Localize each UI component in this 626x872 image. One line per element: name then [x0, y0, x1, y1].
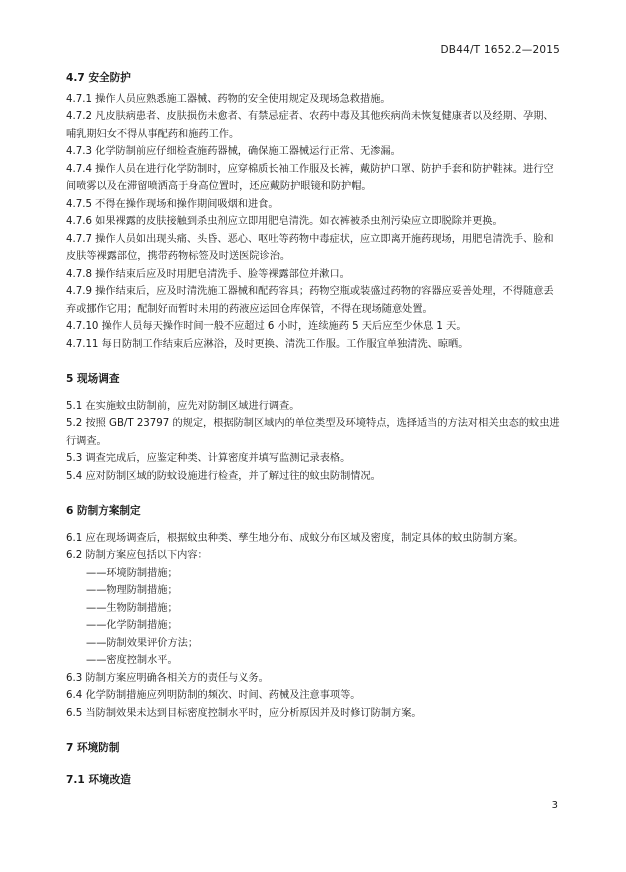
- clause-6-4: 6.4 化学防制措施应列明防制的频次、时间、药械及注意事项等。: [66, 690, 361, 701]
- list-item: ——防制效果评价方法；: [86, 637, 199, 649]
- clause-4-7-4: 4.7.4 操作人员在进行化学防制时，应穿棉质长袖工作服及长裤，戴防护口罩、防护手套和防护鞋袜。进行空间喷雾以及在滞留喷洒高于身高位置时，还应戴防护眼镜和防护帽。: [66, 163, 554, 192]
- clause-6-2: 6.2 防制方案应包括以下内容：: [66, 550, 208, 561]
- clause-4-7-7: 4.7.7 操作人员如出现头痛、头昏、恶心、呕吐等药物中毒症状，应立即离开施药现场，用肥皂清洗手、脸和皮肤等裸露部位，携带药物标签及时送医院诊治。: [66, 233, 554, 262]
- clause-5-2: 5.2 按照 GB/T 23797 的规定，根据防制区域内的单位类型及环境特点，选择适当的方法对相关虫态的蚊虫进行调查。: [66, 418, 560, 447]
- clause-4-7-10: 4.7.10 操作人员每天操作时间一般不应超过 6 小时，连续施药 5 天后应至少休息 1 天。: [66, 321, 467, 332]
- section-heading-5: 5 现场调查: [66, 373, 120, 385]
- clause-5-3: 5.3 调查完成后，应鉴定种类、计算密度并填写监测记录表格。: [66, 453, 351, 464]
- page-number: 3: [551, 800, 558, 811]
- clause-4-7-6: 4.7.6 如果裸露的皮肤接触到杀虫剂应立即用肥皂清洗。如衣裤被杀虫剂污染应立即脱除并更换。: [66, 216, 503, 227]
- document-body: [66, 64, 560, 789]
- clause-4-7-1: 4.7.1 操作人员应熟悉施工器械、药物的安全使用规定及现场急救措施。: [66, 93, 391, 105]
- clause-4-7-9: 4.7.9 操作结束后，应及时清洗施工器械和配药容具；药物空瓶或装盛过药物的容器应妥善处理，不得随意丢弃或挪作它用；配制好而暂时未用的药液应运回仓库保管，不得在现场随意处置。: [66, 286, 554, 315]
- list-item: ——物理防制措施；: [86, 585, 178, 596]
- section-heading-4-7: 4.7 安全防护: [66, 72, 131, 84]
- list-item: ——生物防制措施；: [86, 602, 178, 614]
- clause-6-1: 6.1 应在现场调查后，根据蚊虫种类、孳生地分布、成蚊分布区域及密度，制定具体的蚊虫防制方案。: [66, 532, 524, 544]
- clause-4-7-2: 4.7.2 凡皮肤病患者、皮肤损伤未愈者、有禁忌症者、农药中毒及其他疾病尚未恢复健康者以及经期、孕期、哺乳期妇女不得从事配药和施药工作。: [66, 111, 554, 140]
- clause-5-4: 5.4 应对防制区域的防蚊设施进行检查，并了解过往的蚊虫防制情况。: [66, 470, 381, 482]
- clause-4-7-11: 4.7.11 每日防制工作结束后应淋浴，及时更换、清洗工作服。工作服宜单独清洗、晾晒。: [66, 338, 469, 350]
- list-item: ——化学防制措施；: [86, 620, 178, 631]
- section-heading-6: 6 防制方案制定: [66, 505, 141, 517]
- clause-4-7-8: 4.7.8 操作结束后应及时用肥皂清洗手、脸等裸露部位并漱口。: [66, 268, 350, 280]
- section-heading-7: 7 环境防制: [66, 742, 120, 754]
- clause-4-7-3: 4.7.3 化学防制前应仔细检查施药器械，确保施工器械运行正常、无渗漏。: [66, 146, 401, 157]
- clause-6-5: 6.5 当防制效果未达到目标密度控制水平时，应分析原因并及时修订防制方案。: [66, 707, 422, 719]
- clause-6-3: 6.3 防制方案应明确各相关方的责任与义务。: [66, 672, 269, 684]
- clause-4-7-5: 4.7.5 不得在操作现场和操作期间吸烟和进食。: [66, 198, 279, 210]
- section-heading-7-1: 7.1 环境改造: [66, 773, 131, 786]
- clause-5-1: 5.1 在实施蚊虫防制前，应先对防制区域进行调查。: [66, 400, 300, 412]
- standard-code: DB44/T 1652.2—2015: [440, 44, 560, 56]
- list-item: ——密度控制水平。: [86, 655, 178, 666]
- list-item: ——环境防制措施；: [86, 567, 178, 579]
